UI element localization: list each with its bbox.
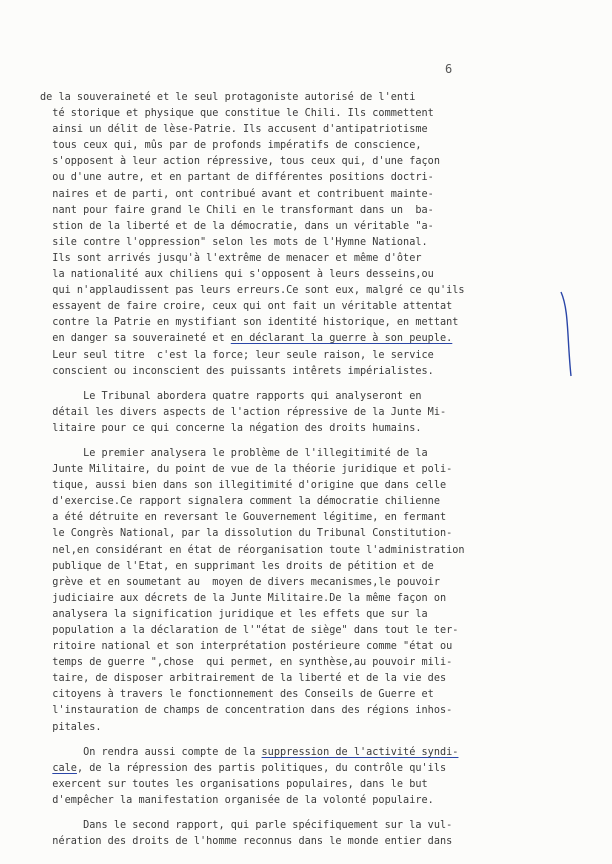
text-line: publique de l'Etat, en supprimant les droits de pétition et de [40,560,434,572]
text-line: d'empêcher la manifestation organisée de la volonté populaire. [40,794,434,806]
text-line: ainsi un délit de lèse-Patrie. Ils accusent d'antipatriotisme [40,124,428,136]
text-line: té storique et physique que constitue le Chili. Ils commettent [40,108,434,120]
text-line: Leur seul titre c'est la force; leur seule raison, le service [40,349,434,361]
handwritten-underline-text: suppression de l'activité syndi- [261,746,459,758]
text-line: détail les divers aspects de l'action répressive de la Junte Mi- [40,406,447,418]
text-line: population a la déclaration de l'"état de siège" dans tout le ter- [40,625,459,636]
text-line: tous ceux qui, mûs par de profonds impératifs de conscience, [40,140,422,152]
text-line: grève et en soumetant au moyen de divers mecanismes,le pouvoir [40,576,440,588]
text-line: conscient ou inconscient des puissants intêrets impérialistes. [40,365,434,377]
text-line: a été détruite en reversant le Gouvernement légitime, en fermant [40,512,447,524]
text-line: temps de guerre ",chose qui permet, en synthèse,au pouvoir mili- [40,657,453,669]
text-line: litaire pour ce qui concerne la négation des droits humains. [40,422,422,434]
text-line: Le Tribunal abordera quatre rapports qui analyseront en [40,390,422,402]
handwritten-underline-text: en déclarant la guerre à son peuple. [230,333,453,345]
text-line: exercent sur toutes les organisations populaires, dans le but [40,778,428,790]
text-line: l'instauration de champs de concentration dans des régions inhos- [40,705,453,717]
text-line: tique, aussi bien dans son illegitimité d'origine que dans celle [40,480,447,492]
line-indent [40,763,52,774]
text-line: Ils sont arrivés jusqu'à l'extrême de menacer et même d'ôter [40,252,422,264]
text-line: nération des droits de l'homme reconnus dans le monde entier dans [40,836,453,848]
document-body [40,90,560,850]
page-number: 6 [445,62,453,76]
text-line: ou d'une autre, et en partant de différentes positions doctri- [40,172,434,184]
line-suffix: , de la répression des partis politiques, du contrôle qu'ils [76,762,447,774]
line-prefix: On rendra aussi compte de la [40,746,262,758]
paragraph-2 [40,389,560,437]
paragraph-1 [40,90,560,380]
text-line: s'opposent à leur action répressive, tous ceux qui, d'une façon [40,156,440,168]
text-line: naires et de parti, ont contribué avant et contribuent mainte- [40,188,434,200]
paragraph-4 [40,745,560,809]
underlined-line [40,331,560,347]
text-line: d'exercise.Ce rapport signalera comment la démocratie chilienne [40,496,440,508]
underlined-line [40,761,560,777]
handwritten-underline-text: cale [52,762,77,774]
text-line: Junte Militaire, du point de vue de la théorie juridique et poli- [40,464,453,476]
text-line: la nationalité aux chiliens qui s'opposent à leurs desseins,ou [40,269,434,281]
text-line: Le premier analysera le problème de l'illegitimité de la [40,447,428,459]
paragraph-5 [40,818,560,850]
paragraph-3 [40,446,560,736]
text-line: ritoire national et son interprétation postérieure comme "état ou [40,641,453,653]
handwritten-margin-mark [555,290,585,380]
text-line: taire, de disposer arbitrairement de la liberté et de la vie des [40,673,447,685]
text-line: judiciaire aux décrets de la Junte Militaire.De la même façon on [40,592,447,604]
line-prefix: en danger sa souveraineté et [40,333,231,345]
text-line: le Congrès National, par la dissolution du Tribunal Constitution- [40,528,453,540]
text-line: nel,en considérant en état de réorganisation toute l'administration [40,544,465,556]
text-line: qui n'applaudissent pas leurs erreurs.Ce sont eux, malgré ce qu'ils [40,285,465,297]
text-line: pitales. [40,721,102,733]
text-line: de la souveraineté et le seul protagoniste autorisé de l'enti [40,92,416,103]
underlined-line [40,745,560,761]
text-line: contre la Patrie en mystifiant son identité historique, en mettant [40,317,459,329]
text-line: essayent de faire croire, ceux qui ont fait un véritable attentat [40,301,453,313]
text-line: sile contre l'oppression" selon les mots de l'Hymne National. [40,236,428,248]
text-line: stion de la liberté et de la démocratie, dans un véritable "a- [40,220,434,232]
text-line: nant pour faire grand le Chili en le transformant dans un ba- [40,204,434,216]
text-line: analysera la signification juridique et les effets que sur la [40,608,428,620]
text-line: Dans le second rapport, qui parle spécifiquement sur la vul- [40,820,453,832]
text-line: citoyens à travers le fonctionnement des Conseils de Guerre et [40,689,434,701]
